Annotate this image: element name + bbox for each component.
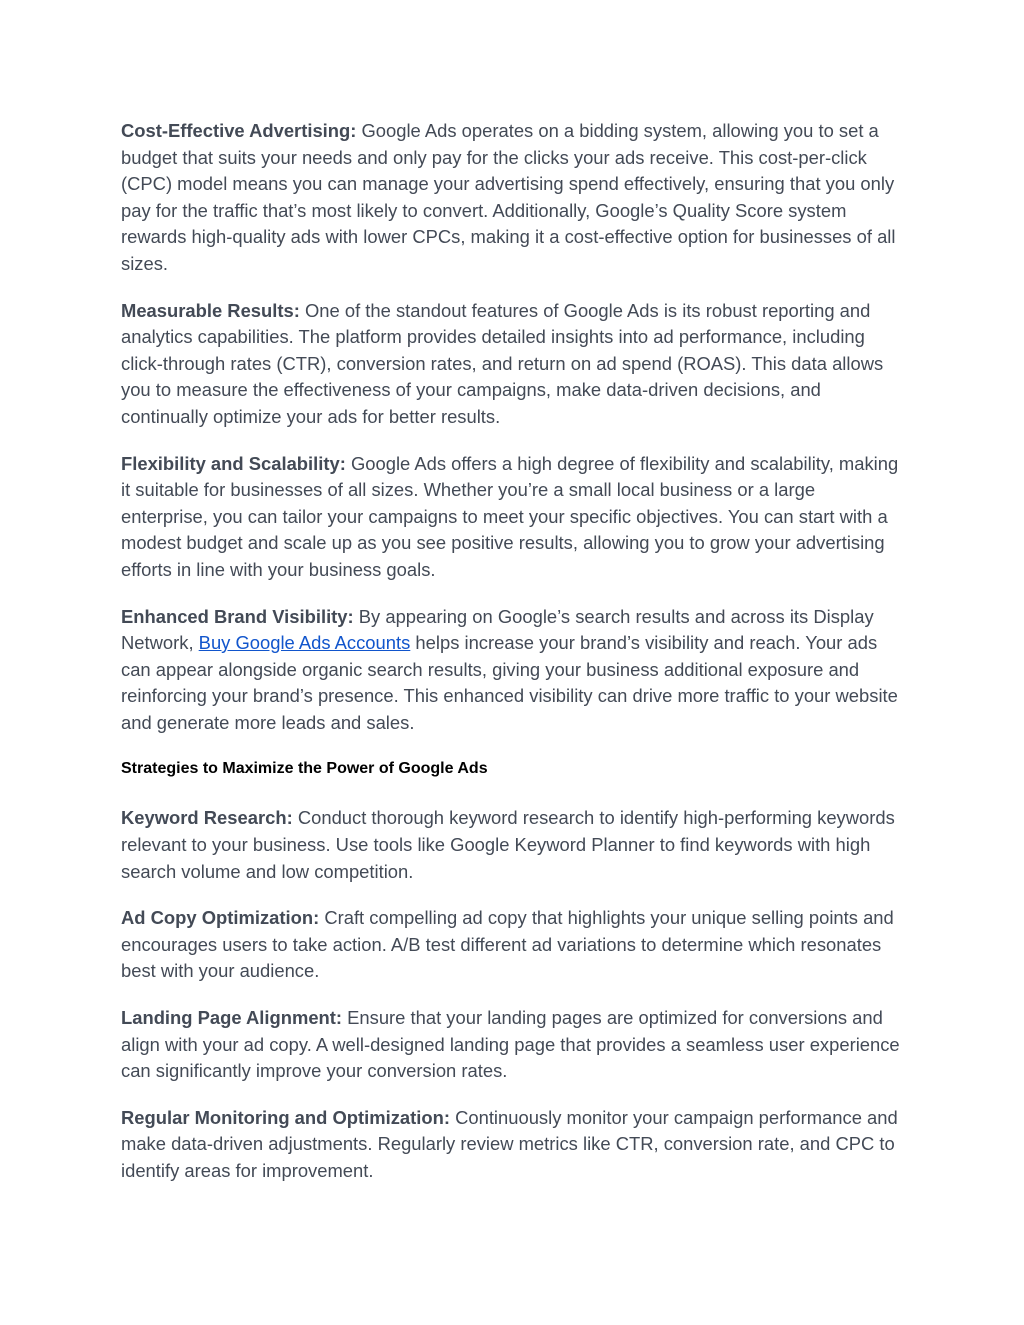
paragraph-text: One of the standout features of Google Ads is its robust reporting and analytics capabilities. The platform provides detailed insights into ad performance, including click-through rates (CTR), conversion rates, and return on ad spend (ROAS). This data allows you to measure the effectiveness of your campaigns, make data-driven decisions, and continually optimize your ads for better results. [121,299,884,427]
paragraph-text: Craft compelling ad copy that highlights your unique selling points and encourages users to take action. A/B test different ad variations to determine which resonates best with your audience. [121,907,894,982]
paragraph-keyword-research [121,805,906,885]
document-page [121,118,906,1205]
paragraph-label: Flexibility and Scalability: [121,452,346,474]
paragraph-label: Cost-Effective Advertising: [121,120,357,141]
paragraph-label: Enhanced Brand Visibility: [121,605,354,627]
paragraph-text-before-link: By appearing on Google’s search results and across its Display Network, [121,605,874,654]
paragraph-text-after-link: helps increase your brand’s visibility and reach. Your ads can appear alongside organic search results, giving your business additional exposure and reinforcing your brand’s presence. This enhanced visibility can drive more traffic to your website and generate more leads and sales. [121,632,898,733]
paragraph-enhanced-brand-visibility [121,604,906,737]
paragraph-landing-page-alignment [121,1005,906,1085]
paragraph-cost-effective-advertising [121,118,906,278]
buy-google-ads-accounts-link[interactable]: Buy Google Ads Accounts [198,632,411,654]
paragraph-text: Google Ads offers a high degree of flexibility and scalability, making it suitable for businesses of all sizes. Whether you’re a small local business or a large enterprise, you can tailor your campaigns to meet your specific objectives. You can start with a modest budget and scale up as you see positive results, allowing you to grow your advertising efforts in line with your business goals. [121,452,899,580]
paragraph-label: Ad Copy Optimization: [121,907,320,929]
paragraph-ad-copy-optimization [121,905,906,985]
paragraph-regular-monitoring [121,1105,906,1185]
paragraph-flexibility-scalability [121,451,906,584]
paragraph-label: Landing Page Alignment: [121,1007,343,1029]
paragraph-text: Google Ads operates on a bidding system, allowing you to set a budget that suits your needs and only pay for the clicks your ads receive. This cost-per-click (CPC) model means you can manage your advertising spend effectively, ensuring that you only pay for the traffic that’s most likely to convert. Additionally, Google’s Quality Score system rewards high-quality ads with lower CPCs, making it a cost-effective option for businesses of all sizes. [121,120,896,274]
paragraph-text: Conduct thorough keyword research to identify high-performing keywords relevant to your business. Use tools like Google Keyword Planner to find keywords with high search volume and low competition. [121,807,895,882]
paragraph-label: Keyword Research: [121,807,293,829]
paragraph-label: Measurable Results: [121,299,300,321]
section-heading: Strategies to Maximize the Power of Google Ads [121,760,488,778]
paragraph-text: Ensure that your landing pages are optimized for conversions and align with your ad copy. A well-designed landing page that provides a seamless user experience can significantly improve your conversion rates. [121,1007,900,1082]
paragraph-text: Continuously monitor your campaign performance and make data-driven adjustments. Regularly review metrics like CTR, conversion rate, and CPC to identify areas for improvement. [121,1106,898,1181]
paragraph-measurable-results [121,298,906,431]
paragraph-label: Regular Monitoring and Optimization: [121,1106,450,1128]
